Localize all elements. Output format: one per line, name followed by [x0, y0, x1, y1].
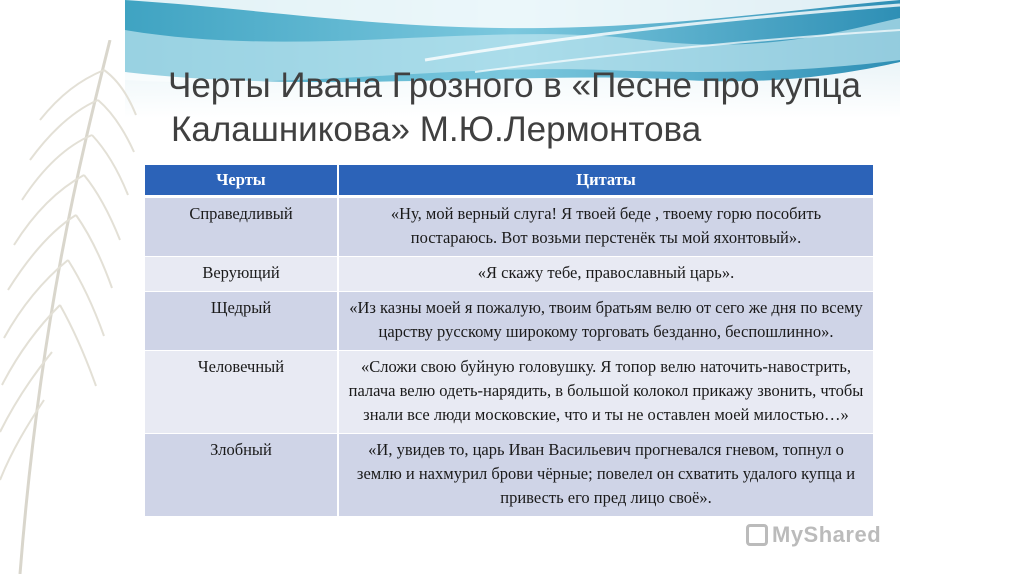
trait-cell: Щедрый — [145, 292, 338, 351]
myshared-logo-icon — [746, 524, 768, 546]
trait-cell: Злобный — [145, 434, 338, 517]
table-row — [145, 292, 873, 351]
slide-title — [168, 64, 888, 152]
myshared-watermark — [746, 522, 881, 548]
table-row — [145, 434, 873, 517]
table-row — [145, 351, 873, 434]
quote-cell: «Из казны моей я пожалую, твоим братьям велю от сего же дня по всему царству русскому широкому торговать безданно, беспошлинно». — [338, 292, 873, 351]
trait-cell: Справедливый — [145, 197, 338, 257]
quote-cell: «Ну, мой верный слуга! Я твоей беде , твоему горю пособить постараюсь. Вот возьми перстенёк ты мой яхонтовый». — [338, 197, 873, 257]
quote-cell: «И, увидев то, царь Иван Васильевич прогневался гневом, топнул о землю и нахмурил брови чёрные; повелел он схватить удалого купца и привесть его пред лицо своё». — [338, 434, 873, 517]
table-header-row — [145, 165, 873, 197]
slide-title-line-1: Черты Ивана Грозного в «Песне про купца — [168, 66, 861, 105]
trait-cell: Верующий — [145, 257, 338, 292]
quote-cell: «Сложи свою буйную головушку. Я топор велю наточить-навострить, палача велю одеть-нарядить, в большой колокол прикажу звонить, чтобы знали все люди московские, что и ты не оставлен моей милостью…» — [338, 351, 873, 434]
trait-cell: Человечный — [145, 351, 338, 434]
traits-quotes-table — [145, 165, 873, 517]
quote-cell: «Я скажу тебе, православный царь». — [338, 257, 873, 292]
table-row — [145, 257, 873, 292]
watermark-text: MyShared — [772, 522, 882, 547]
decorative-leaf-icon — [0, 40, 140, 574]
column-header-quotes: Цитаты — [338, 165, 873, 197]
slide-title-line-2: Калашникова» М.Ю.Лермонтова — [171, 110, 702, 149]
table-row — [145, 197, 873, 257]
column-header-traits: Черты — [145, 165, 338, 197]
